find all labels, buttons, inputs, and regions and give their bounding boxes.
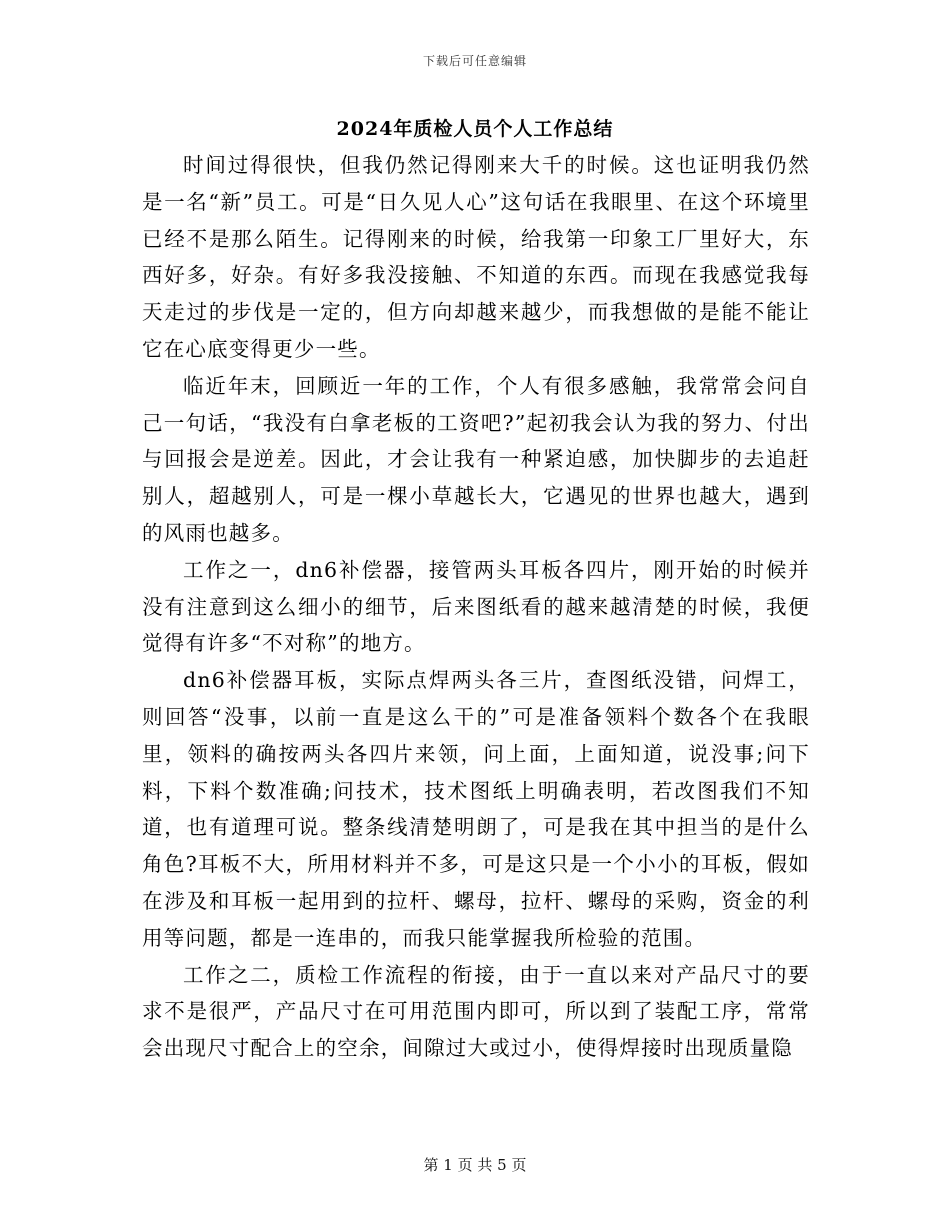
download-edit-note: 下载后可任意编辑: [422, 54, 527, 68]
paragraph: 临近年末，回顾近一年的工作，个人有很多感触，我常常会问自己一句话，“我没有白拿老板的工资吧?”起初我会认为我的努力、付出与回报会是逆差。因此，才会让我有一种紧迫感，加快脚步的去追赶别人，超越别人，可是一棵小草越长大，它遇见的世界也越大，遇到的风雨也越多。: [142, 373, 810, 545]
paragraph: dn6补偿器耳板，实际点焊两头各三片，查图纸没错，问焊工，则回答“没事，以前一直是这么干的”可是准备领料个数各个在我眼里，领料的确按两头各四片来领，问上面，上面知道，说没事;问下料，下料个数准确;问技术，技术图纸上明确表明，若改图我们不知道，也有道理可说。整条线清楚明朗了，可是我在其中担当的是什么角色?耳板不大，所用材料并不多，可是这只是一个小小的耳板，假如在涉及和耳板一起用到的拉杆、螺母，拉杆、螺母的采购，资金的利用等问题，都是一连串的，而我只能掌握我所检验的范围。: [142, 668, 810, 950]
page-number: 第 1 页 共 5 页: [423, 1156, 527, 1174]
paragraph: 工作之二，质检工作流程的衔接，由于一直以来对产品尺寸的要求不是很严，产品尺寸在可用范围内即可，所以到了装配工序，常常会出现尺寸配合上的空余，间隙过大或过小，使得焊接时出现质量隐: [142, 962, 810, 1061]
document-body: [142, 147, 810, 1067]
paragraph: 工作之一，dn6补偿器，接管两头耳板各四片，刚开始的时候并没有注意到这么细小的细节，后来图纸看的越来越清楚的时候，我便觉得有许多“不对称”的地方。: [142, 557, 810, 656]
paragraph: 时间过得很快，但我仍然记得刚来大千的时候。这也证明我仍然是一名“新”员工。可是“日久见人心”这句话在我眼里、在这个环境里已经不是那么陌生。记得刚来的时候，给我第一印象工厂里好大，东西好多，好杂。有好多我没接触、不知道的东西。而现在我感觉我每天走过的步伐是一定的，但方向却越来越少，而我想做的是能不能让它在心底变得更少一些。: [142, 153, 810, 361]
document-title: 2024年质检人员个人工作总结: [336, 118, 614, 140]
